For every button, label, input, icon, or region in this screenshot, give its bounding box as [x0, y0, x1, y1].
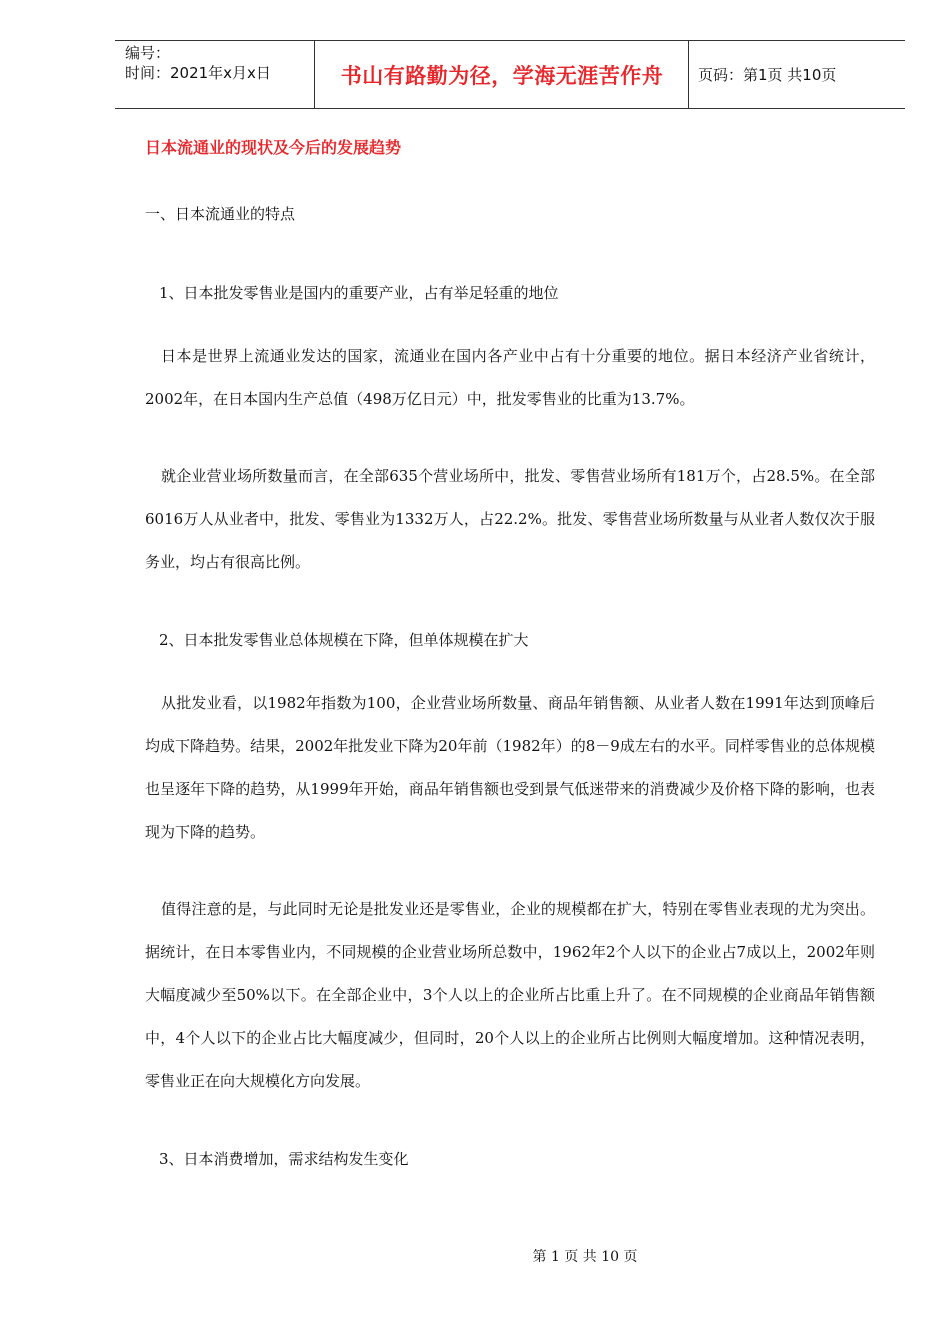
paragraph-2: 就企业营业场所数量而言，在全部635个营业场所中，批发、零售营业场所有181万个，占28.5%。在全部6016万人从业者中，批发、零售业为1332万人，占22.2%。批发、零售营业场所数量与从业者人数仅次于服务业，均占有很高比例。: [145, 467, 875, 571]
header-time-label: 时间：2021年x月x日: [125, 64, 271, 82]
footer-page-number: 第 1 页 共 10 页: [532, 1249, 638, 1265]
header-number-label: 编号：: [125, 44, 171, 62]
document-title: 日本流通业的现状及今后的发展趋势: [145, 138, 402, 157]
document-body: [145, 130, 875, 1171]
section-heading-1: 一、日本流通业的特点: [145, 205, 296, 223]
subheading-3: 3、日本消费增加，需求结构发生变化: [159, 1150, 409, 1168]
header-page-info: 页码：第1页 共10页: [698, 66, 837, 84]
header-motto: 书山有路勤为径，学海无涯苦作舟: [316, 41, 689, 108]
header-meta: [115, 41, 315, 108]
page-header: [115, 40, 905, 109]
subheading-1: 1、日本批发零售业是国内的重要产业，占有举足轻重的地位: [159, 284, 559, 302]
subheading-2: 2、日本批发零售业总体规模在下降，但单体规模在扩大: [159, 631, 529, 649]
paragraph-3: 从批发业看，以1982年指数为100，企业营业场所数量、商品年销售额、从业者人数在1991年达到顶峰后均成下降趋势。结果，2002年批发业下降为20年前（1982年）的8－9成左右的水平。同样零售业的总体规模也呈逐年下降的趋势，从1999年开始，商品年销售额也受到景气低迷带来的消费减少及价格下降的影响，也表现为下降的趋势。: [145, 694, 875, 841]
paragraph-4: 值得注意的是，与此同时无论是批发业还是零售业，企业的规模都在扩大，特别在零售业表现的尤为突出。据统计，在日本零售业内，不同规模的企业营业场所总数中，1962年2个人以下的企业占7成以上，2002年则大幅度减少至50%以下。在全部企业中，3个人以上的企业所占比重上升了。在不同规模的企业商品年销售额中，4个人以下的企业占比大幅度减少，但同时，20个人以上的企业所占比例则大幅度增加。这种情况表明，零售业正在向大规模化方向发展。: [145, 900, 875, 1090]
paragraph-1: 日本是世界上流通业发达的国家，流通业在国内各产业中占有十分重要的地位。据日本经济产业省统计，2002年，在日本国内生产总值（498万亿日元）中，批发零售业的比重为13.7%。: [145, 347, 875, 408]
page-footer: [0, 1246, 950, 1266]
